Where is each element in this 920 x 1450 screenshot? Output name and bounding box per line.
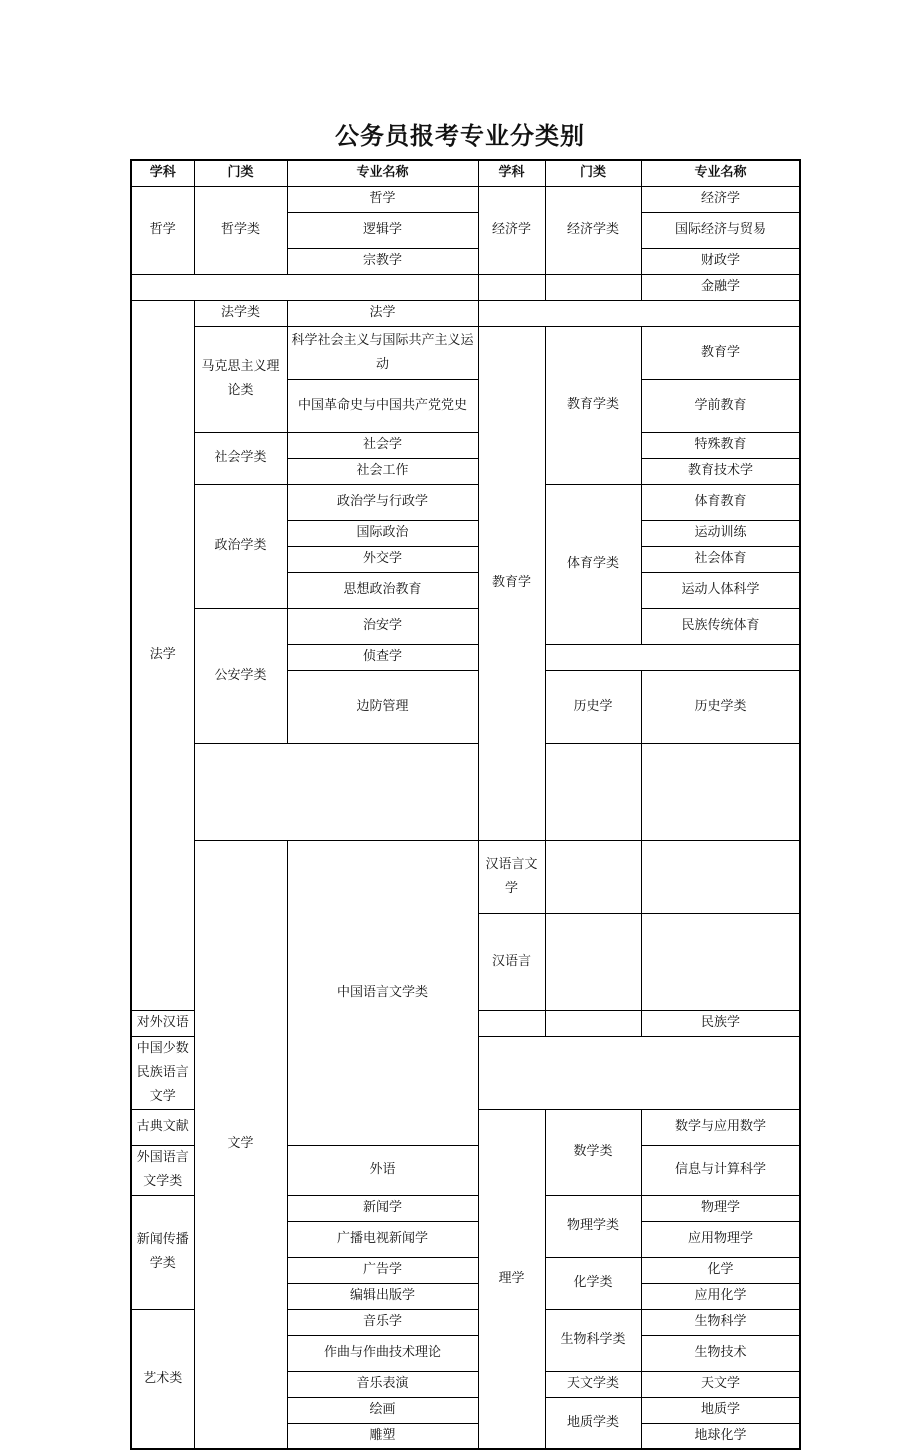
major-cell: 中国革命史与中国共产党党史 (287, 379, 478, 432)
major-cell: 教育技术学 (641, 458, 800, 484)
category-cell: 中国语言文学类 (287, 840, 478, 1145)
discipline-cell: 文学 (194, 840, 287, 1449)
major-cell: 逻辑学 (287, 212, 478, 248)
empty-cell (545, 743, 641, 840)
major-cell: 汉语言 (478, 913, 545, 1010)
category-cell: 体育学类 (545, 484, 641, 644)
major-cell: 外交学 (287, 546, 478, 572)
major-cell: 哲学 (287, 186, 478, 212)
header-category-left: 门类 (194, 160, 287, 186)
category-cell: 公安学类 (194, 608, 287, 743)
empty-cell (478, 1010, 545, 1036)
major-cell: 侦查学 (287, 644, 478, 670)
empty-cell (478, 274, 545, 300)
category-cell: 社会学类 (194, 432, 287, 484)
major-cell: 数学与应用数学 (641, 1109, 800, 1145)
major-cell: 国际政治 (287, 520, 478, 546)
major-cell: 边防管理 (287, 670, 478, 743)
major-cell: 作曲与作曲技术理论 (287, 1335, 478, 1371)
category-cell: 教育学类 (545, 326, 641, 484)
page-title: 公务员报考专业分类别 (335, 122, 585, 150)
table-header-row (131, 160, 800, 186)
major-cell: 社会学 (287, 432, 478, 458)
empty-cell (131, 274, 478, 300)
major-cell: 特殊教育 (641, 432, 800, 458)
category-cell: 生物科学类 (545, 1309, 641, 1371)
major-cell: 应用物理学 (641, 1221, 800, 1257)
discipline-cell: 经济学 (478, 186, 545, 274)
category-cell: 物理学类 (545, 1195, 641, 1257)
empty-cell (545, 840, 641, 913)
major-cell: 治安学 (287, 608, 478, 644)
empty-cell (641, 743, 800, 840)
empty-cell (545, 644, 800, 670)
major-cell: 政治学与行政学 (287, 484, 478, 520)
category-cell: 法学类 (194, 300, 287, 326)
empty-cell (478, 300, 800, 326)
table-row (131, 300, 800, 326)
major-cell: 化学 (641, 1257, 800, 1283)
major-cell: 雕塑 (287, 1423, 478, 1449)
table-row (131, 743, 800, 840)
major-cell: 音乐表演 (287, 1371, 478, 1397)
header-discipline-right: 学科 (478, 160, 545, 186)
empty-cell (641, 913, 800, 1010)
major-cell: 外语 (287, 1145, 478, 1195)
major-cell: 宗教学 (287, 248, 478, 274)
category-cell: 数学类 (545, 1109, 641, 1195)
major-cell: 法学 (287, 300, 478, 326)
category-cell: 新闻传播学类 (131, 1195, 194, 1309)
category-cell: 化学类 (545, 1257, 641, 1309)
major-cell: 民族传统体育 (641, 608, 800, 644)
table-row (131, 432, 800, 458)
table-row (131, 186, 800, 212)
empty-cell (545, 1010, 641, 1036)
major-cell: 对外汉语 (131, 1010, 194, 1036)
category-cell: 哲学类 (194, 186, 287, 274)
empty-cell (478, 1036, 800, 1109)
major-cell: 地球化学 (641, 1423, 800, 1449)
major-cell: 音乐学 (287, 1309, 478, 1335)
discipline-cell: 法学 (131, 300, 194, 1010)
major-cell: 思想政治教育 (287, 572, 478, 608)
major-cell: 体育教育 (641, 484, 800, 520)
major-cell: 经济学 (641, 186, 800, 212)
discipline-cell: 哲学 (131, 186, 194, 274)
discipline-cell: 理学 (478, 1109, 545, 1449)
table-row (131, 608, 800, 644)
major-cell: 广告学 (287, 1257, 478, 1283)
major-cell: 教育学 (641, 326, 800, 379)
major-cell: 社会工作 (287, 458, 478, 484)
major-cell: 编辑出版学 (287, 1283, 478, 1309)
major-cell: 社会体育 (641, 546, 800, 572)
header-major-right: 专业名称 (641, 160, 800, 186)
major-cell: 绘画 (287, 1397, 478, 1423)
category-cell: 艺术类 (131, 1309, 194, 1449)
category-cell: 马克思主义理论类 (194, 326, 287, 432)
major-cell: 科学社会主义与国际共产主义运动 (287, 326, 478, 379)
discipline-cell: 历史学 (545, 670, 641, 743)
major-cell: 汉语言文学 (478, 840, 545, 913)
major-cell: 古典文献 (131, 1109, 194, 1145)
category-cell: 历史学类 (641, 670, 800, 743)
major-cell: 物理学 (641, 1195, 800, 1221)
header-category-right: 门类 (545, 160, 641, 186)
category-cell: 政治学类 (194, 484, 287, 608)
major-cell: 运动人体科学 (641, 572, 800, 608)
major-cell: 生物技术 (641, 1335, 800, 1371)
empty-cell (194, 743, 545, 840)
major-classification-table (130, 159, 801, 1450)
major-cell: 金融学 (641, 274, 800, 300)
major-cell: 广播电视新闻学 (287, 1221, 478, 1257)
table-row (131, 484, 800, 520)
category-cell: 地质学类 (545, 1397, 641, 1449)
discipline-cell: 教育学 (478, 326, 545, 840)
major-cell: 国际经济与贸易 (641, 212, 800, 248)
empty-cell (545, 913, 641, 1010)
major-cell: 财政学 (641, 248, 800, 274)
major-cell: 生物科学 (641, 1309, 800, 1335)
header-major-left: 专业名称 (287, 160, 478, 186)
major-cell: 运动训练 (641, 520, 800, 546)
major-cell: 中国少数民族语言文学 (131, 1036, 194, 1109)
empty-cell (641, 840, 800, 913)
header-discipline-left: 学科 (131, 160, 194, 186)
empty-cell (545, 274, 641, 300)
table-row (131, 840, 800, 913)
major-cell: 学前教育 (641, 379, 800, 432)
category-cell: 天文学类 (545, 1371, 641, 1397)
major-cell: 地质学 (641, 1397, 800, 1423)
major-cell: 民族学 (641, 1010, 800, 1036)
category-cell: 经济学类 (545, 186, 641, 274)
category-cell: 外国语言文学类 (131, 1145, 194, 1195)
major-cell: 信息与计算科学 (641, 1145, 800, 1195)
major-cell: 应用化学 (641, 1283, 800, 1309)
table-row (131, 326, 800, 379)
major-cell: 天文学 (641, 1371, 800, 1397)
table-row (131, 274, 800, 300)
major-cell: 新闻学 (287, 1195, 478, 1221)
